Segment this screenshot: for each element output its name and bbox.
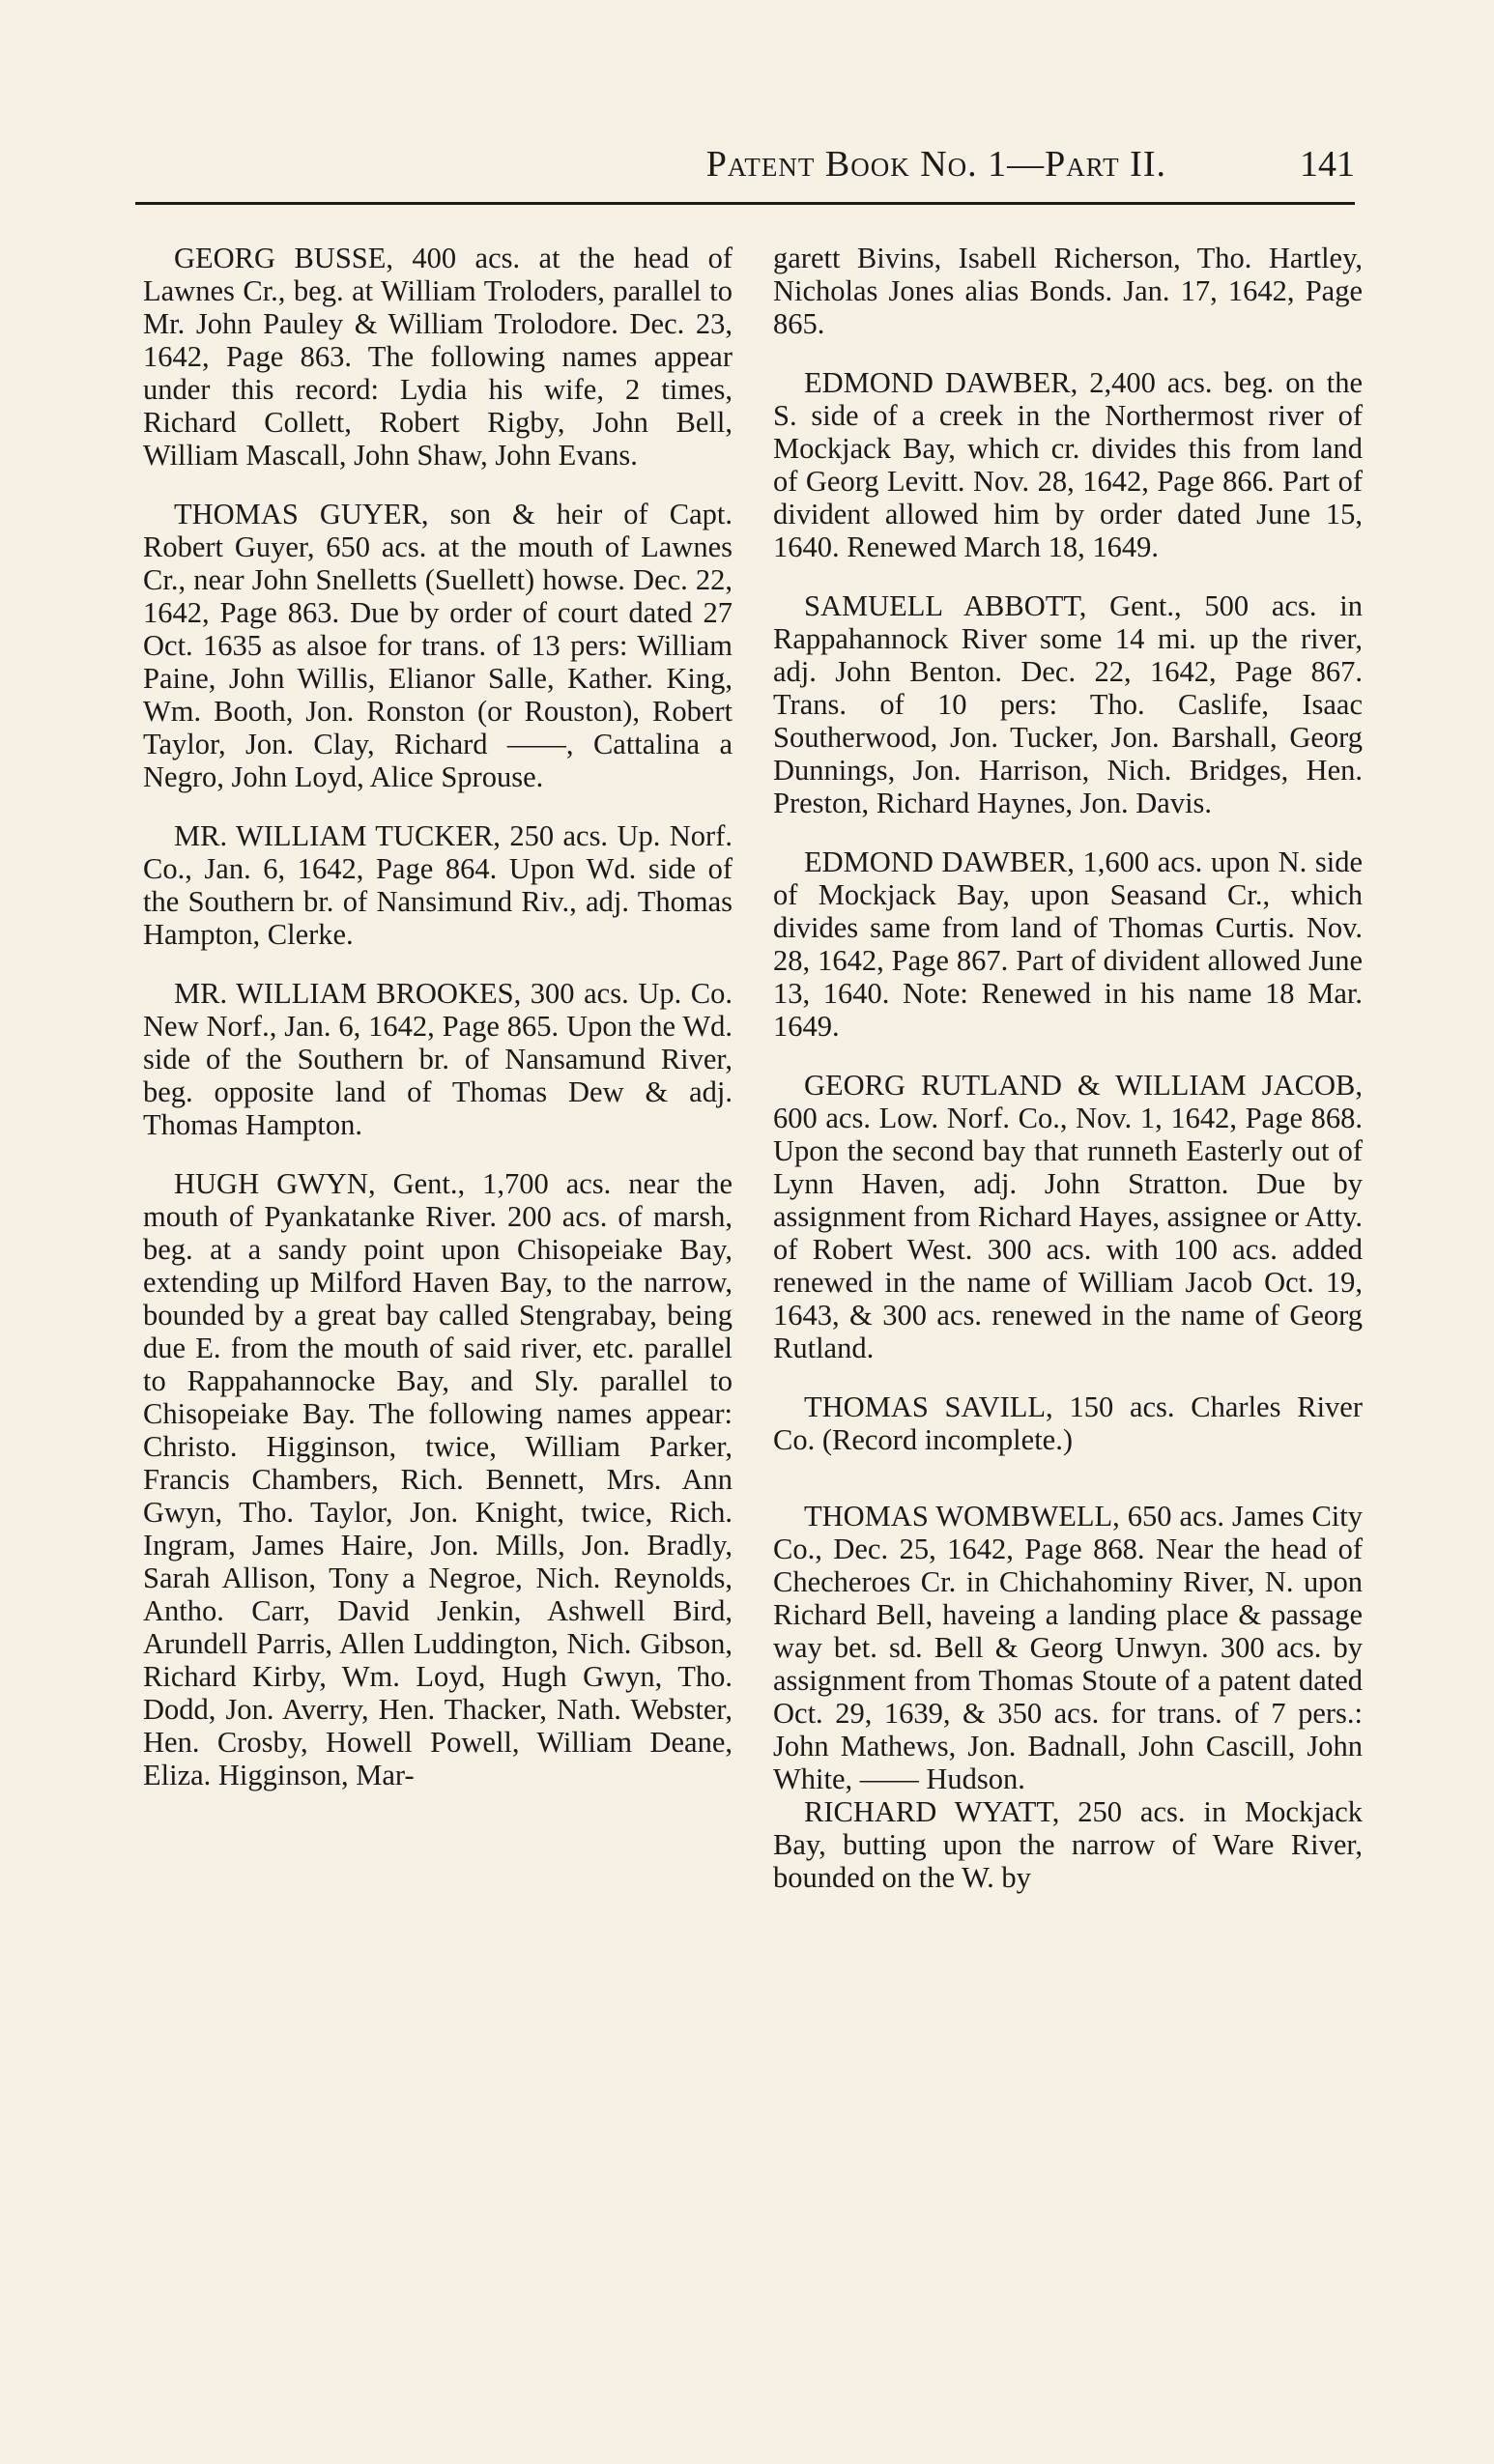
entry-rutland-jacob: GEORG RUTLAND & WILLIAM JACOB, 600 acs. Low. Norf. Co., Nov. 1, 1642, Page 868. Upon the second bay that runneth Easterly out of Lynn Haven, adj. John Stratton. Due by assignment from Richard Hayes, assignee or Atty. of Robert West. 300 acs. with 100 acs. added renewed in the name of William Jacob Oct. 19, 1643, & 300 acs. renewed in the name of Georg Rutland.	[773, 1069, 1363, 1364]
page-header	[135, 143, 1355, 191]
entry-thomas-savill: THOMAS SAVILL, 150 acs. Charles River Co. (Record incomplete.)	[773, 1390, 1363, 1456]
left-column	[143, 242, 733, 1818]
entry-hugh-gwyn: HUGH GWYN, Gent., 1,700 acs. near the mouth of Pyankatanke River. 200 acs. of marsh, beg. at a sandy point upon Chisopeiake Bay, extending up Milford Haven Bay, to the narrow, bounded by a great bay called Stengrabay, being due E. from the mouth of said river, etc. parallel to Rappahannocke Bay, and Sly. parallel to Chisopeiake Bay. The following names appear: Christo. Higginson, twice, William Parker, Francis Chambers, Rich. Bennett, Mrs. Ann Gwyn, Tho. Taylor, Jon. Knight, twice, Rich. Ingram, James Haire, Jon. Mills, Jon. Bradly, Sarah Allison, Tony a Negroe, Nich. Reynolds, Antho. Carr, David Jenkin, Ashwell Bird, Arundell Parris, Allen Luddington, Nich. Gibson, Richard Kirby, Wm. Loyd, Hugh Gwyn, Tho. Dodd, Jon. Averry, Hen. Thacker, Nath. Webster, Hen. Crosby, Howell Powell, William Deane, Eliza. Higginson, Mar-	[143, 1167, 733, 1791]
entry-thomas-wombwell: THOMAS WOMBWELL, 650 acs. James City Co., Dec. 25, 1642, Page 868. Near the head of Checheroes Cr. in Chichahominy River, N. upon Richard Bell, haveing a landing place & passage way bet. sd. Bell & Georg Unwyn. 300 acs. by assignment from Thomas Stoute of a patent dated Oct. 29, 1639, & 350 acs. for trans. of 7 pers.: John Mathews, Jon. Badnall, John Cascill, John White, —— Hudson.	[773, 1500, 1363, 1795]
entry-samuell-abbott: SAMUELL ABBOTT, Gent., 500 acs. in Rappahannock River some 14 mi. up the river, adj. John Benton. Dec. 22, 1642, Page 867. Trans. of 10 pers: Tho. Caslife, Isaac Southerwood, Jon. Tucker, Jon. Barshall, Georg Dunnings, Jon. Harrison, Nich. Bridges, Hen. Preston, Richard Haynes, Jon. Davis.	[773, 589, 1363, 819]
page-number: 141	[1300, 144, 1355, 185]
entry-william-tucker: MR. WILLIAM TUCKER, 250 acs. Up. Norf. Co., Jan. 6, 1642, Page 864. Upon Wd. side of the Southern br. of Nansimund Riv., adj. Thomas Hampton, Clerke.	[143, 819, 733, 951]
entry-edmond-dawber-1600: EDMOND DAWBER, 1,600 acs. upon N. side of Mockjack Bay, upon Seasand Cr., which divides same from land of Thomas Curtis. Nov. 28, 1642, Page 867. Part of divident allowed June 13, 1640. Note: Renewed in his name 18 Mar. 1649.	[773, 845, 1363, 1043]
entry-william-brookes: MR. WILLIAM BROOKES, 300 acs. Up. Co. New Norf., Jan. 6, 1642, Page 865. Upon the Wd. side of the Southern br. of Nansamund River, beg. opposite land of Thomas Dew & adj. Thomas Hampton.	[143, 977, 733, 1141]
right-column	[773, 242, 1363, 1920]
entry-richard-wyatt: RICHARD WYATT, 250 acs. in Mockjack Bay, butting upon the narrow of Ware River, bounded on the W. by	[773, 1795, 1363, 1894]
running-title: Patent Book No. 1—Part II.	[705, 144, 1166, 185]
header-rule	[135, 202, 1355, 205]
entry-continuation: garett Bivins, Isabell Richerson, Tho. Hartley, Nicholas Jones alias Bonds. Jan. 17, 1642, Page 865.	[773, 242, 1363, 340]
entry-edmond-dawber-2400: EDMOND DAWBER, 2,400 acs. beg. on the S. side of a creek in the Northermost river of Mockjack Bay, which cr. divides this from land of Georg Levitt. Nov. 28, 1642, Page 866. Part of divident allowed him by order dated June 15, 1640. Renewed March 18, 1649.	[773, 366, 1363, 563]
entry-thomas-guyer: THOMAS GUYER, son & heir of Capt. Robert Guyer, 650 acs. at the mouth of Lawnes Cr., near John Snelletts (Suellett) howse. Dec. 22, 1642, Page 863. Due by order of court dated 27 Oct. 1635 as alsoe for trans. of 13 pers: William Paine, John Willis, Elianor Salle, Kather. King, Wm. Booth, Jon. Ronston (or Rouston), Robert Taylor, Jon. Clay, Richard ——, Cattalina a Negro, John Loyd, Alice Sprouse.	[143, 498, 733, 793]
entry-georg-busse: GEORG BUSSE, 400 acs. at the head of Lawnes Cr., beg. at William Troloders, parallel to Mr. John Pauley & William Trolodore. Dec. 23, 1642, Page 863. The following names appear under this record: Lydia his wife, 2 times, Richard Collett, Robert Rigby, John Bell, William Mascall, John Shaw, John Evans.	[143, 242, 733, 472]
